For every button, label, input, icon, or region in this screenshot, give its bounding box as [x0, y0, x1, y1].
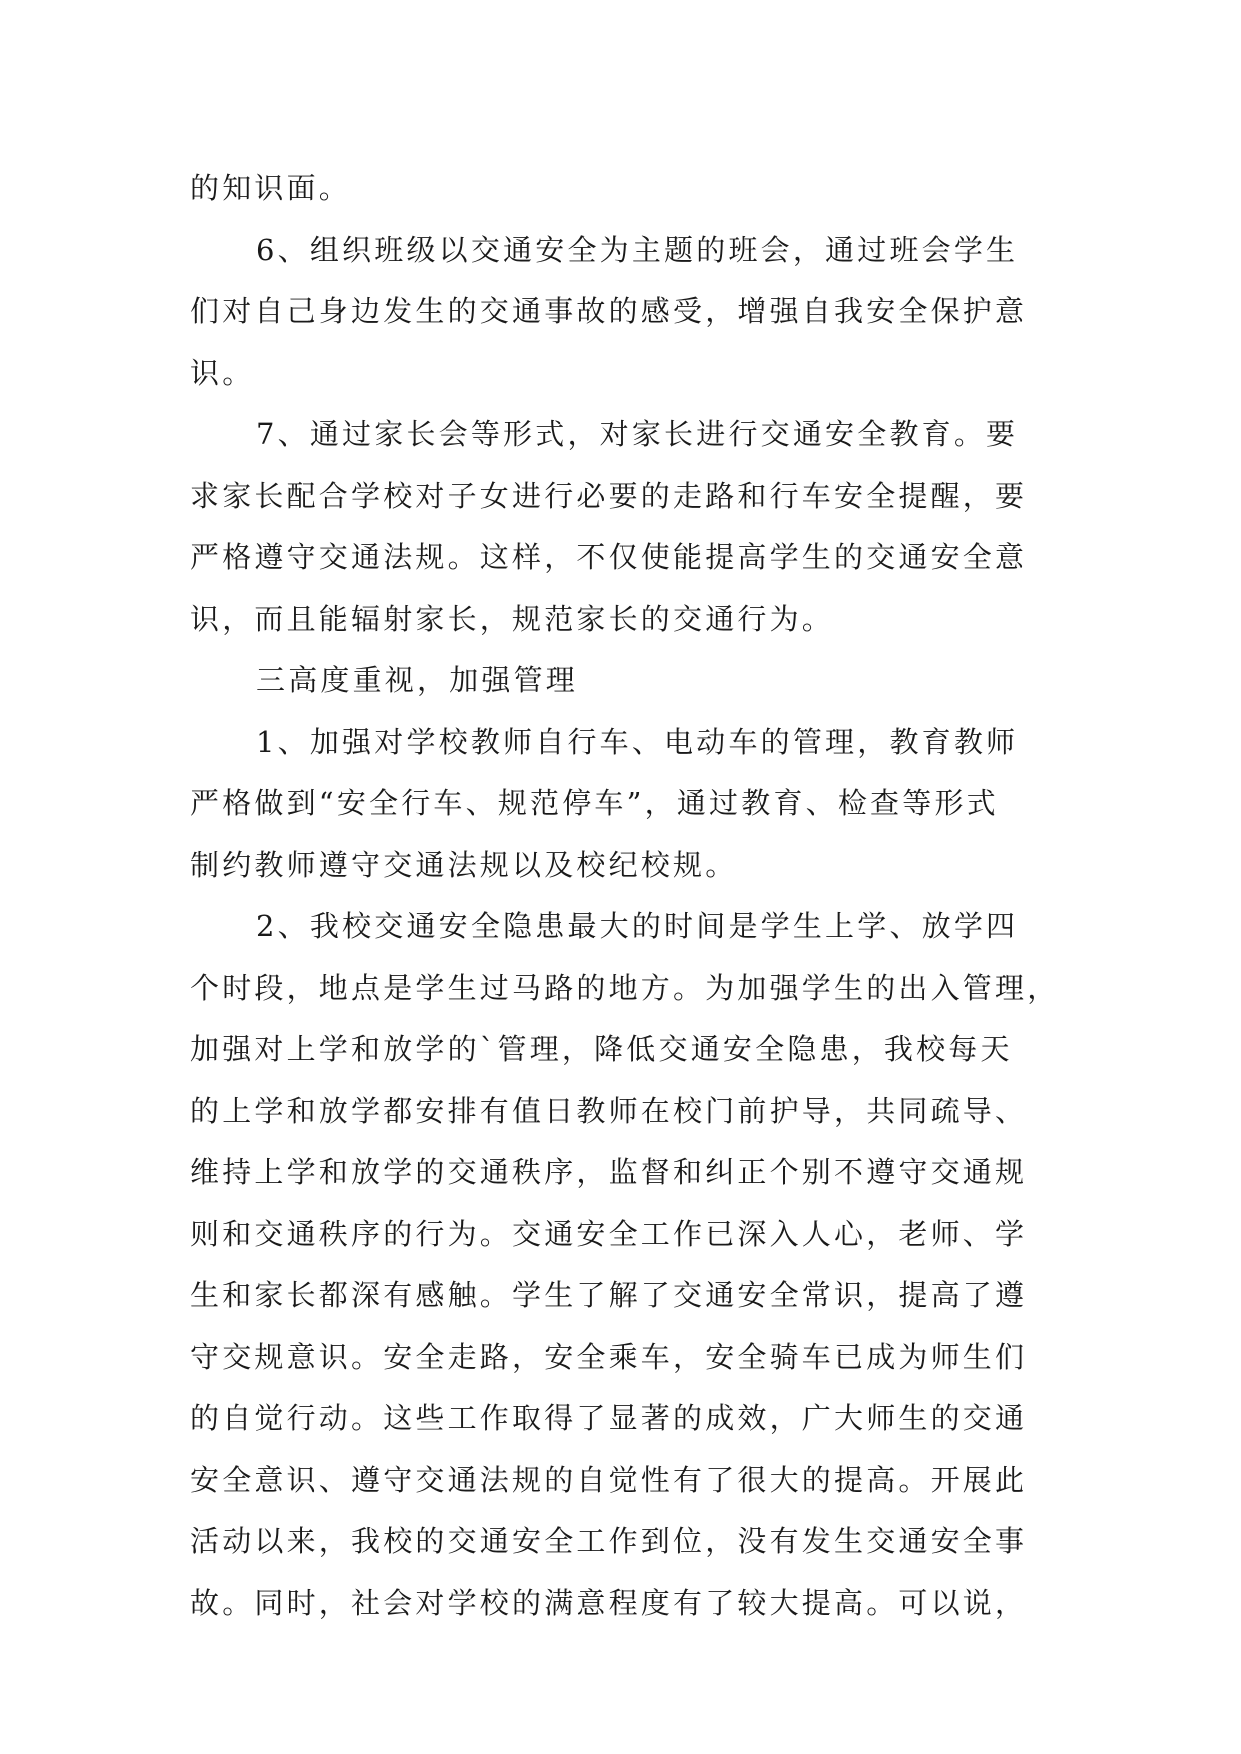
text-line: 6、组织班级以交通安全为主题的班会，通过班会学生 [256, 232, 1019, 267]
text-line: 安全意识、遵守交通法规的自觉性有了很大的提高。开展此 [190, 1462, 1028, 1497]
text-line: 的上学和放学都安排有值日教师在校门前护导，共同疏导、 [190, 1093, 1028, 1128]
text-line: 严格遵守交通法规。这样，不仅使能提高学生的交通安全意 [190, 540, 1028, 574]
text-line: 识，而且能辐射家长，规范家长的交通行为。 [190, 601, 835, 636]
text-line: 活动以来，我校的交通安全工作到位，没有发生交通安全事 [190, 1524, 1028, 1558]
text-line: 识。 [190, 355, 255, 390]
text-line: 则和交通秩序的行为。交通安全工作已深入人心，老师、学 [190, 1216, 1028, 1251]
text-line: 制约教师遵守交通法规以及校纪校规。 [190, 847, 738, 882]
text-line: 故。同时，社会对学校的满意程度有了较大提高。可以说， [190, 1585, 1028, 1620]
text-line: 的自觉行动。这些工作取得了显著的成效，广大师生的交通 [190, 1401, 1028, 1435]
text-line: 生和家长都深有感触。学生了解了交通安全常识，提高了遵 [190, 1278, 1028, 1312]
text-line: 加强对上学和放学的`管理，降低交通安全隐患，我校每天 [190, 1032, 1013, 1066]
text-line: 个时段，地点是学生过马路的地方。为加强学生的出入管理， [190, 970, 1060, 1005]
text-line: 守交规意识。安全走路，安全乘车，安全骑车已成为师生们 [190, 1339, 1028, 1374]
text-line: 们对自己身边发生的交通事故的感受，增强自我安全保护意 [190, 294, 1028, 328]
text-line: 2、我校交通安全隐患最大的时间是学生上学、放学四 [256, 909, 1019, 943]
text-line: 严格做到“安全行车、规范停车”，通过教育、检查等形式 [190, 786, 999, 820]
text-line: 的知识面。 [190, 171, 352, 205]
text-line: 求家长配合学校对子女进行必要的走路和行车安全提醒，要 [190, 478, 1028, 513]
body-text [190, 158, 1060, 1634]
section-heading: 三高度重视，加强管理 [256, 663, 579, 697]
text-line: 1、加强对学校教师自行车、电动车的管理，教育教师 [256, 724, 1019, 759]
text-line: 7、通过家长会等形式，对家长进行交通安全教育。要 [256, 417, 1019, 451]
text-line: 维持上学和放学的交通秩序，监督和纠正个别不遵守交通规 [190, 1155, 1028, 1189]
